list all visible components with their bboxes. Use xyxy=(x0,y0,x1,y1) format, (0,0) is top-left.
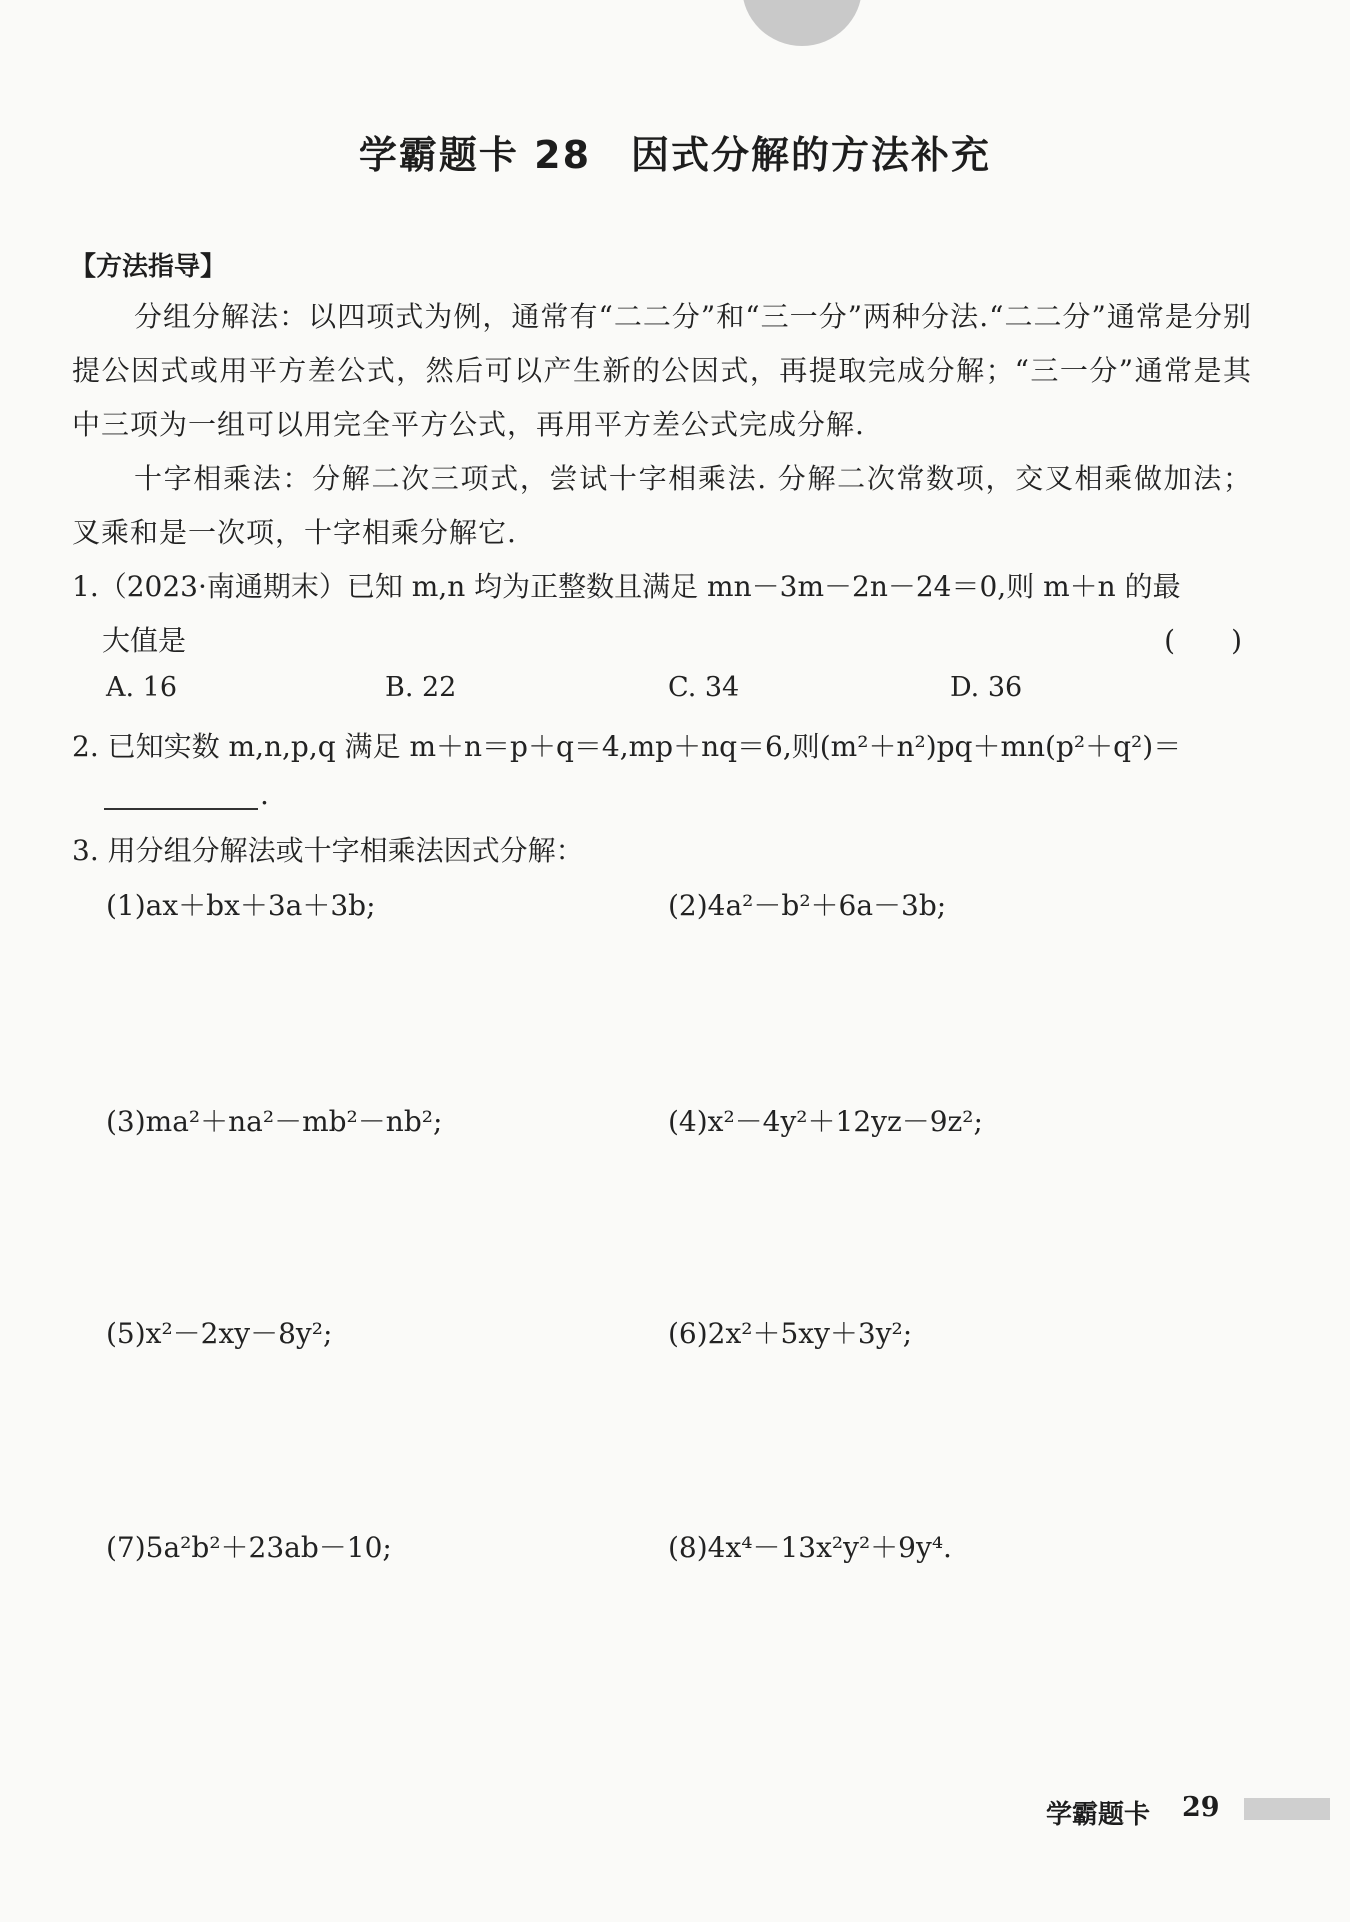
option-d[interactable]: D. 36 xyxy=(950,672,1023,703)
page-title xyxy=(0,124,1350,179)
card-topic: 因式分解的方法补充 xyxy=(631,133,992,177)
question-2 xyxy=(72,720,1262,774)
method-guide-heading: 【方法指导】 xyxy=(70,252,227,282)
q3-item-7: (7)5a²b²＋23ab－10; xyxy=(106,1531,392,1564)
question-1-line2: 大值是 xyxy=(102,624,187,657)
question-1 xyxy=(72,560,1262,668)
answer-bracket[interactable]: ( ) xyxy=(1164,624,1242,657)
card-number: 学霸题卡 28 xyxy=(358,133,592,177)
question-2-end: . xyxy=(260,778,269,811)
q3-item-4: (4)x²－4y²＋12yz－9z²; xyxy=(668,1105,983,1138)
question-2-line1: 2. 已知实数 m,n,p,q 满足 m＋n＝p＋q＝4,mp＋nq＝6,则(m²＋n²)pq＋mn(p²＋q²)＝ xyxy=(72,730,1182,763)
q3-item-6: (6)2x²＋5xy＋3y²; xyxy=(668,1317,913,1350)
page-number: 29 xyxy=(1182,1792,1220,1823)
option-a[interactable]: A. 16 xyxy=(106,672,178,703)
q3-item-2: (2)4a²－b²＋6a－3b; xyxy=(668,889,947,922)
page-tab-decoration xyxy=(742,0,862,46)
cross-method-paragraph: 十字相乘法：分解二次三项式，尝试十字相乘法. 分解二次常数项，交叉相乘做加法；叉乘和是一次项，十字相乘分解它. xyxy=(72,462,1252,549)
option-c[interactable]: C. 34 xyxy=(668,672,740,703)
footer-label: 学霸题卡 xyxy=(1046,1800,1151,1830)
option-b[interactable]: B. 22 xyxy=(385,672,457,703)
q3-item-3: (3)ma²＋na²－mb²－nb²; xyxy=(106,1105,443,1138)
grouping-method-paragraph: 分组分解法：以四项式为例，通常有“二二分”和“三一分”两种分法.“二二分”通常是分别提公因式或用平方差公式，然后可以产生新的公因式，再提取完成分解；“三一分”通常是其中三项为一组可以用完全平方公式，再用平方差公式完成分解. xyxy=(72,300,1252,441)
q3-item-8: (8)4x⁴－13x²y²＋9y⁴. xyxy=(668,1531,952,1564)
question-1-line1: 1.（2023·南通期末）已知 m,n 均为正整数且满足 mn－3m－2n－24＝0,则 m＋n 的最 xyxy=(72,570,1181,603)
question-3-stem: 3. 用分组分解法或十字相乘法因式分解： xyxy=(72,834,584,867)
answer-blank[interactable] xyxy=(104,808,258,810)
q3-item-1: (1)ax＋bx＋3a＋3b; xyxy=(106,889,376,922)
q3-item-5: (5)x²－2xy－8y²; xyxy=(106,1317,333,1350)
footer-bar-decoration xyxy=(1244,1798,1330,1820)
